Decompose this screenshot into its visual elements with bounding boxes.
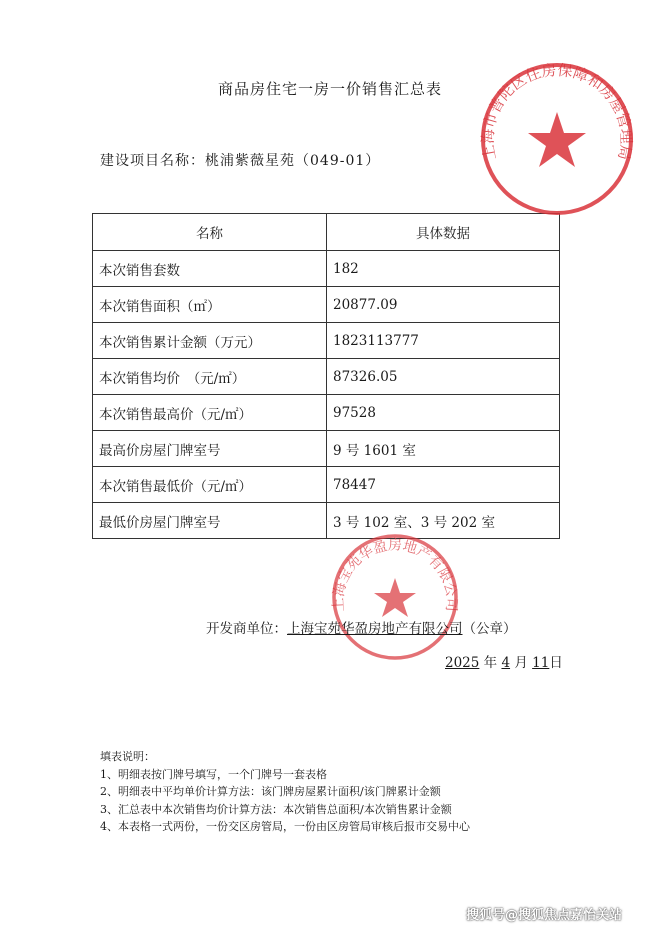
table-row bbox=[93, 251, 560, 287]
notes-section bbox=[100, 748, 470, 836]
row-label: 本次销售均价 （元/㎡） bbox=[93, 359, 327, 395]
row-label: 本次销售最低价（元/㎡） bbox=[93, 467, 327, 503]
date-year: 2025 bbox=[445, 655, 480, 671]
note-item: 4、本表格一式两份，一份交区房管局，一份由区房管局审核后报市交易中心 bbox=[100, 820, 470, 833]
row-label: 最低价房屋门牌室号 bbox=[93, 503, 327, 539]
project-name: 桃浦紫薇星苑（049-01） bbox=[205, 153, 381, 169]
authority-seal bbox=[478, 60, 636, 218]
row-value: 87326.05 bbox=[327, 359, 560, 395]
note-item: 1、明细表按门牌号填写，一个门牌号一套表格 bbox=[100, 767, 327, 781]
date-month-unit: 月 bbox=[514, 655, 528, 671]
table-row bbox=[93, 467, 560, 503]
developer-seal-text: 上海宝苑华盈房地产有限公司 bbox=[330, 537, 460, 613]
note-item: 2、明细表中平均单价计算方法：该门牌房屋累计面积/该门牌累计金额 bbox=[100, 785, 441, 798]
date-month: 4 bbox=[501, 655, 511, 671]
header-data: 具体数据 bbox=[327, 214, 560, 251]
project-label: 建设项目名称： bbox=[100, 153, 205, 169]
developer-label: 开发商单位： bbox=[206, 621, 287, 637]
developer-seal-suffix: （公章） bbox=[462, 621, 517, 637]
table-row bbox=[93, 395, 560, 431]
header-name: 名称 bbox=[93, 214, 327, 251]
table-row bbox=[93, 323, 560, 359]
table-row bbox=[93, 287, 560, 323]
sales-summary-table bbox=[92, 213, 560, 539]
row-label: 本次销售最高价（元/㎡） bbox=[93, 395, 327, 431]
star-icon bbox=[374, 578, 416, 617]
row-value: 1823113777 bbox=[327, 323, 560, 359]
row-label: 最高价房屋门牌室号 bbox=[93, 431, 327, 467]
date-day: 11 bbox=[532, 655, 550, 671]
table-row bbox=[93, 359, 560, 395]
table-row bbox=[93, 431, 560, 467]
developer-seal bbox=[330, 532, 460, 662]
project-name-line bbox=[100, 150, 380, 170]
row-label: 本次销售面积（㎡） bbox=[93, 287, 327, 323]
row-label: 本次销售套数 bbox=[93, 251, 327, 287]
authority-seal-text: 上海市普陀区住房保障和房屋管理局 bbox=[478, 60, 636, 162]
page-title: 商品房住宅一房一价销售汇总表 bbox=[217, 80, 442, 98]
watermark: 搜狐号@搜狐焦点嘉怡关站 bbox=[466, 908, 623, 923]
note-item: 3、汇总表中本次销售均价计算方法：本次销售总面积/本次销售累计金额 bbox=[100, 802, 452, 816]
date-year-unit: 年 bbox=[483, 655, 498, 671]
date-line bbox=[445, 651, 563, 671]
row-value: 97528 bbox=[327, 395, 560, 431]
row-value: 20877.09 bbox=[327, 287, 560, 323]
star-icon bbox=[528, 112, 586, 167]
table-row bbox=[93, 503, 560, 539]
table-header-row bbox=[93, 214, 560, 251]
row-value: 3 号 102 室、3 号 202 室 bbox=[327, 503, 560, 539]
row-value: 9 号 1601 室 bbox=[327, 431, 560, 467]
developer-line bbox=[206, 617, 517, 637]
date-day-unit: 日 bbox=[549, 655, 563, 671]
row-value: 78447 bbox=[327, 467, 560, 503]
notes-heading: 填表说明： bbox=[100, 750, 155, 763]
row-label: 本次销售累计金额（万元） bbox=[93, 323, 327, 359]
row-value: 182 bbox=[327, 251, 560, 287]
developer-company: 上海宝苑华盈房地产有限公司 bbox=[287, 621, 463, 637]
